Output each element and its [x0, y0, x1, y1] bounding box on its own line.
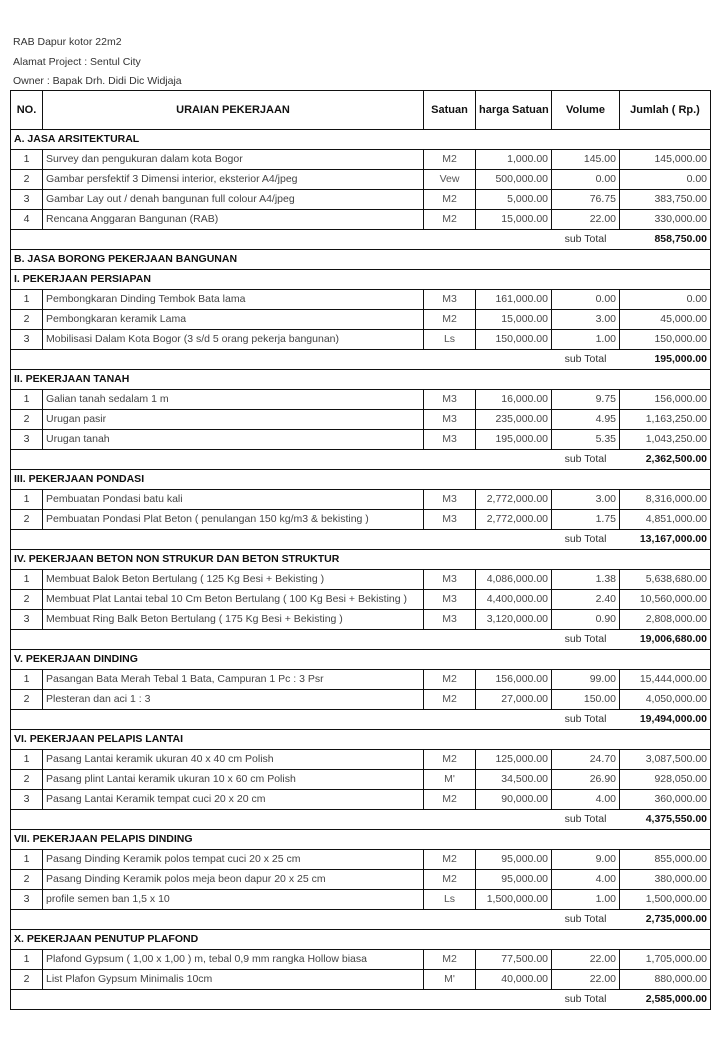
table-header-row	[11, 91, 711, 130]
item-description: Plafond Gypsum ( 1,00 x 1,00 ) m, tebal 0,9 mm rangka Hollow biasa	[43, 950, 424, 970]
item-description: Pasangan Bata Merah Tebal 1 Bata, Campuran 1 Pc : 3 Psr	[43, 670, 424, 690]
subtotal-value: 2,735,000.00	[620, 910, 711, 930]
table-row	[11, 390, 711, 410]
item-no: 3	[11, 790, 43, 810]
item-volume: 9.75	[552, 390, 620, 410]
section-header-row	[11, 830, 711, 850]
item-no: 1	[11, 390, 43, 410]
item-unit: M3	[424, 510, 476, 530]
item-total: 1,705,000.00	[620, 950, 711, 970]
item-total: 1,043,250.00	[620, 430, 711, 450]
item-total: 4,050,000.00	[620, 690, 711, 710]
item-description: Pasang Lantai keramik ukuran 40 x 40 cm Polish	[43, 750, 424, 770]
item-no: 3	[11, 890, 43, 910]
item-no: 1	[11, 750, 43, 770]
subtotal-label: sub Total	[552, 530, 620, 550]
item-total: 15,444,000.00	[620, 670, 711, 690]
table-row	[11, 290, 711, 310]
item-unit: M2	[424, 950, 476, 970]
item-total: 380,000.00	[620, 870, 711, 890]
subtotal-value: 2,362,500.00	[620, 450, 711, 470]
item-unit: M'	[424, 970, 476, 990]
table-row	[11, 210, 711, 230]
table-row	[11, 510, 711, 530]
item-unit: M2	[424, 210, 476, 230]
section-header-row	[11, 130, 711, 150]
item-volume: 22.00	[552, 210, 620, 230]
subtotal-row	[11, 630, 711, 650]
section-title: III. PEKERJAAN PONDASI	[11, 470, 711, 490]
item-unit-price: 1,000.00	[476, 150, 552, 170]
item-unit: M3	[424, 390, 476, 410]
table-row	[11, 570, 711, 590]
table-row	[11, 310, 711, 330]
subtotal-spacer	[11, 810, 552, 830]
col-header-volume: Volume	[552, 91, 620, 130]
subtotal-label: sub Total	[552, 230, 620, 250]
subtotal-value: 195,000.00	[620, 350, 711, 370]
subtotal-label: sub Total	[552, 630, 620, 650]
item-no: 1	[11, 670, 43, 690]
table-row	[11, 610, 711, 630]
item-description: Mobilisasi Dalam Kota Bogor (3 s/d 5 orang pekerja bangunan)	[43, 330, 424, 350]
item-no: 2	[11, 310, 43, 330]
item-unit: M2	[424, 190, 476, 210]
item-no: 1	[11, 950, 43, 970]
item-total: 360,000.00	[620, 790, 711, 810]
item-no: 2	[11, 690, 43, 710]
item-unit: Vew	[424, 170, 476, 190]
table-row	[11, 750, 711, 770]
table-row	[11, 590, 711, 610]
subtotal-row	[11, 350, 711, 370]
item-volume: 0.90	[552, 610, 620, 630]
item-total: 928,050.00	[620, 770, 711, 790]
item-unit: M3	[424, 610, 476, 630]
subtotal-label: sub Total	[552, 710, 620, 730]
item-description: Plesteran dan aci 1 : 3	[43, 690, 424, 710]
section-header-row	[11, 470, 711, 490]
item-description: Membuat Ring Balk Beton Bertulang ( 175 Kg Besi + Bekisting )	[43, 610, 424, 630]
item-unit-price: 4,400,000.00	[476, 590, 552, 610]
item-total: 150,000.00	[620, 330, 711, 350]
item-no: 1	[11, 490, 43, 510]
col-header-price: harga Satuan	[476, 91, 552, 130]
item-volume: 9.00	[552, 850, 620, 870]
item-total: 45,000.00	[620, 310, 711, 330]
item-description: Gambar persfektif 3 Dimensi interior, eksterior A4/jpeg	[43, 170, 424, 190]
subtotal-row	[11, 530, 711, 550]
col-header-desc: URAIAN PEKERJAAN	[43, 91, 424, 130]
section-title: IV. PEKERJAAN BETON NON STRUKUR DAN BETON STRUKTUR	[11, 550, 711, 570]
subtotal-label: sub Total	[552, 810, 620, 830]
item-unit: M2	[424, 750, 476, 770]
section-title: II. PEKERJAAN TANAH	[11, 370, 711, 390]
item-volume: 4.00	[552, 870, 620, 890]
subtotal-row	[11, 810, 711, 830]
subtotal-row	[11, 450, 711, 470]
item-no: 2	[11, 870, 43, 890]
item-unit-price: 95,000.00	[476, 870, 552, 890]
item-unit-price: 156,000.00	[476, 670, 552, 690]
item-unit: M2	[424, 150, 476, 170]
rab-table	[10, 90, 711, 1010]
item-volume: 3.00	[552, 490, 620, 510]
subtotal-value: 19,494,000.00	[620, 710, 711, 730]
item-unit: M2	[424, 670, 476, 690]
item-total: 0.00	[620, 290, 711, 310]
section-title: A. JASA ARSITEKTURAL	[11, 130, 711, 150]
group-title: B. JASA BORONG PEKERJAAN BANGUNAN	[11, 250, 711, 270]
item-volume: 1.00	[552, 890, 620, 910]
subtotal-value: 2,585,000.00	[620, 990, 711, 1010]
item-total: 2,808,000.00	[620, 610, 711, 630]
item-unit-price: 1,500,000.00	[476, 890, 552, 910]
item-no: 3	[11, 430, 43, 450]
section-title: VII. PEKERJAAN PELAPIS DINDING	[11, 830, 711, 850]
item-no: 2	[11, 410, 43, 430]
table-row	[11, 150, 711, 170]
item-volume: 24.70	[552, 750, 620, 770]
table-row	[11, 670, 711, 690]
section-header-row	[11, 650, 711, 670]
item-total: 8,316,000.00	[620, 490, 711, 510]
item-no: 1	[11, 570, 43, 590]
table-row	[11, 850, 711, 870]
item-unit-price: 15,000.00	[476, 310, 552, 330]
item-unit: M2	[424, 790, 476, 810]
item-total: 880,000.00	[620, 970, 711, 990]
item-no: 1	[11, 290, 43, 310]
item-volume: 99.00	[552, 670, 620, 690]
subtotal-spacer	[11, 990, 552, 1010]
section-title: I. PEKERJAAN PERSIAPAN	[11, 270, 711, 290]
item-description: Pembongkaran keramik Lama	[43, 310, 424, 330]
item-no: 1	[11, 850, 43, 870]
item-total: 10,560,000.00	[620, 590, 711, 610]
section-title: X. PEKERJAAN PENUTUP PLAFOND	[11, 930, 711, 950]
col-header-no: NO.	[11, 91, 43, 130]
section-header-row	[11, 270, 711, 290]
item-no: 3	[11, 190, 43, 210]
item-description: Gambar Lay out / denah bangunan full colour A4/jpeg	[43, 190, 424, 210]
item-volume: 76.75	[552, 190, 620, 210]
item-unit-price: 40,000.00	[476, 970, 552, 990]
item-unit: M3	[424, 590, 476, 610]
item-total: 156,000.00	[620, 390, 711, 410]
item-description: Pembuatan Pondasi batu kali	[43, 490, 424, 510]
item-unit-price: 34,500.00	[476, 770, 552, 790]
subtotal-spacer	[11, 910, 552, 930]
item-unit: M3	[424, 430, 476, 450]
subtotal-spacer	[11, 630, 552, 650]
subtotal-spacer	[11, 350, 552, 370]
table-row	[11, 190, 711, 210]
item-no: 2	[11, 510, 43, 530]
item-unit: M3	[424, 570, 476, 590]
item-unit-price: 90,000.00	[476, 790, 552, 810]
subtotal-row	[11, 710, 711, 730]
item-no: 2	[11, 590, 43, 610]
item-unit: M3	[424, 490, 476, 510]
item-description: Survey dan pengukuran dalam kota Bogor	[43, 150, 424, 170]
item-total: 3,087,500.00	[620, 750, 711, 770]
item-volume: 150.00	[552, 690, 620, 710]
subtotal-spacer	[11, 530, 552, 550]
table-row	[11, 690, 711, 710]
item-unit-price: 161,000.00	[476, 290, 552, 310]
item-unit-price: 125,000.00	[476, 750, 552, 770]
table-row	[11, 410, 711, 430]
col-header-unit: Satuan	[424, 91, 476, 130]
item-volume: 5.35	[552, 430, 620, 450]
item-unit: M2	[424, 870, 476, 890]
col-header-total: Jumlah ( Rp.)	[620, 91, 711, 130]
item-unit-price: 195,000.00	[476, 430, 552, 450]
item-unit-price: 4,086,000.00	[476, 570, 552, 590]
item-total: 1,163,250.00	[620, 410, 711, 430]
item-description: Pasang Dinding Keramik polos tempat cuci 20 x 25 cm	[43, 850, 424, 870]
table-row	[11, 790, 711, 810]
table-row	[11, 430, 711, 450]
item-total: 145,000.00	[620, 150, 711, 170]
item-volume: 2.40	[552, 590, 620, 610]
section-header-row	[11, 370, 711, 390]
item-unit: M'	[424, 770, 476, 790]
group-header-row	[11, 250, 711, 270]
item-description: Membuat Plat Lantai tebal 10 Cm Beton Bertulang ( 100 Kg Besi + Bekisting )	[43, 590, 424, 610]
subtotal-value: 4,375,550.00	[620, 810, 711, 830]
item-volume: 26.90	[552, 770, 620, 790]
owner-name: Owner : Bapak Drh. Didi Dic Widjaja	[13, 75, 182, 87]
item-description: Pasang Dinding Keramik polos meja beon dapur 20 x 25 cm	[43, 870, 424, 890]
item-volume: 145.00	[552, 150, 620, 170]
item-description: Urugan tanah	[43, 430, 424, 450]
item-total: 4,851,000.00	[620, 510, 711, 530]
item-description: profile semen ban 1,5 x 10	[43, 890, 424, 910]
item-description: Pasang plint Lantai keramik ukuran 10 x 60 cm Polish	[43, 770, 424, 790]
item-unit-price: 2,772,000.00	[476, 490, 552, 510]
item-no: 2	[11, 770, 43, 790]
table-row	[11, 170, 711, 190]
item-total: 0.00	[620, 170, 711, 190]
subtotal-spacer	[11, 450, 552, 470]
subtotal-row	[11, 910, 711, 930]
subtotal-spacer	[11, 230, 552, 250]
section-title: VI. PEKERJAAN PELAPIS LANTAI	[11, 730, 711, 750]
subtotal-row	[11, 990, 711, 1010]
item-unit-price: 2,772,000.00	[476, 510, 552, 530]
table-row	[11, 330, 711, 350]
rab-table-body	[11, 130, 711, 1010]
item-volume: 22.00	[552, 970, 620, 990]
item-no: 3	[11, 610, 43, 630]
item-description: Galian tanah sedalam 1 m	[43, 390, 424, 410]
item-unit-price: 15,000.00	[476, 210, 552, 230]
item-volume: 0.00	[552, 170, 620, 190]
section-title: V. PEKERJAAN DINDING	[11, 650, 711, 670]
table-row	[11, 970, 711, 990]
item-total: 383,750.00	[620, 190, 711, 210]
item-no: 4	[11, 210, 43, 230]
item-total: 1,500,000.00	[620, 890, 711, 910]
item-volume: 1.75	[552, 510, 620, 530]
table-row	[11, 770, 711, 790]
item-unit: M3	[424, 290, 476, 310]
table-row	[11, 870, 711, 890]
subtotal-spacer	[11, 710, 552, 730]
item-volume: 4.00	[552, 790, 620, 810]
subtotal-label: sub Total	[552, 450, 620, 470]
subtotal-label: sub Total	[552, 990, 620, 1010]
item-unit-price: 16,000.00	[476, 390, 552, 410]
item-total: 5,638,680.00	[620, 570, 711, 590]
subtotal-label: sub Total	[552, 350, 620, 370]
item-no: 1	[11, 150, 43, 170]
item-unit-price: 235,000.00	[476, 410, 552, 430]
item-unit: Ls	[424, 330, 476, 350]
item-unit: M2	[424, 690, 476, 710]
item-total: 855,000.00	[620, 850, 711, 870]
table-row	[11, 950, 711, 970]
item-description: Pembongkaran Dinding Tembok Bata lama	[43, 290, 424, 310]
section-header-row	[11, 730, 711, 750]
item-description: Membuat Balok Beton Bertulang ( 125 Kg Besi + Bekisting )	[43, 570, 424, 590]
item-description: Rencana Anggaran Bangunan (RAB)	[43, 210, 424, 230]
item-unit: Ls	[424, 890, 476, 910]
subtotal-row	[11, 230, 711, 250]
item-unit-price: 77,500.00	[476, 950, 552, 970]
item-unit-price: 27,000.00	[476, 690, 552, 710]
item-no: 3	[11, 330, 43, 350]
subtotal-label: sub Total	[552, 910, 620, 930]
section-header-row	[11, 550, 711, 570]
item-volume: 4.95	[552, 410, 620, 430]
item-unit-price: 150,000.00	[476, 330, 552, 350]
table-row	[11, 490, 711, 510]
table-row	[11, 890, 711, 910]
item-volume: 1.38	[552, 570, 620, 590]
item-unit-price: 5,000.00	[476, 190, 552, 210]
item-unit-price: 95,000.00	[476, 850, 552, 870]
item-description: Pembuatan Pondasi Plat Beton ( penulangan 150 kg/m3 & bekisting )	[43, 510, 424, 530]
item-unit: M2	[424, 310, 476, 330]
subtotal-value: 13,167,000.00	[620, 530, 711, 550]
item-volume: 0.00	[552, 290, 620, 310]
item-no: 2	[11, 170, 43, 190]
subtotal-value: 19,006,680.00	[620, 630, 711, 650]
item-total: 330,000.00	[620, 210, 711, 230]
document-title: RAB Dapur kotor 22m2	[13, 36, 122, 48]
item-volume: 1.00	[552, 330, 620, 350]
project-address: Alamat Project : Sentul City	[13, 56, 141, 68]
item-unit: M2	[424, 850, 476, 870]
item-volume: 3.00	[552, 310, 620, 330]
item-description: Urugan pasir	[43, 410, 424, 430]
item-description: List Plafon Gypsum Minimalis 10cm	[43, 970, 424, 990]
item-description: Pasang Lantai Keramik tempat cuci 20 x 20 cm	[43, 790, 424, 810]
subtotal-value: 858,750.00	[620, 230, 711, 250]
item-no: 2	[11, 970, 43, 990]
item-unit-price: 3,120,000.00	[476, 610, 552, 630]
item-unit-price: 500,000.00	[476, 170, 552, 190]
item-unit: M3	[424, 410, 476, 430]
item-volume: 22.00	[552, 950, 620, 970]
section-header-row	[11, 930, 711, 950]
